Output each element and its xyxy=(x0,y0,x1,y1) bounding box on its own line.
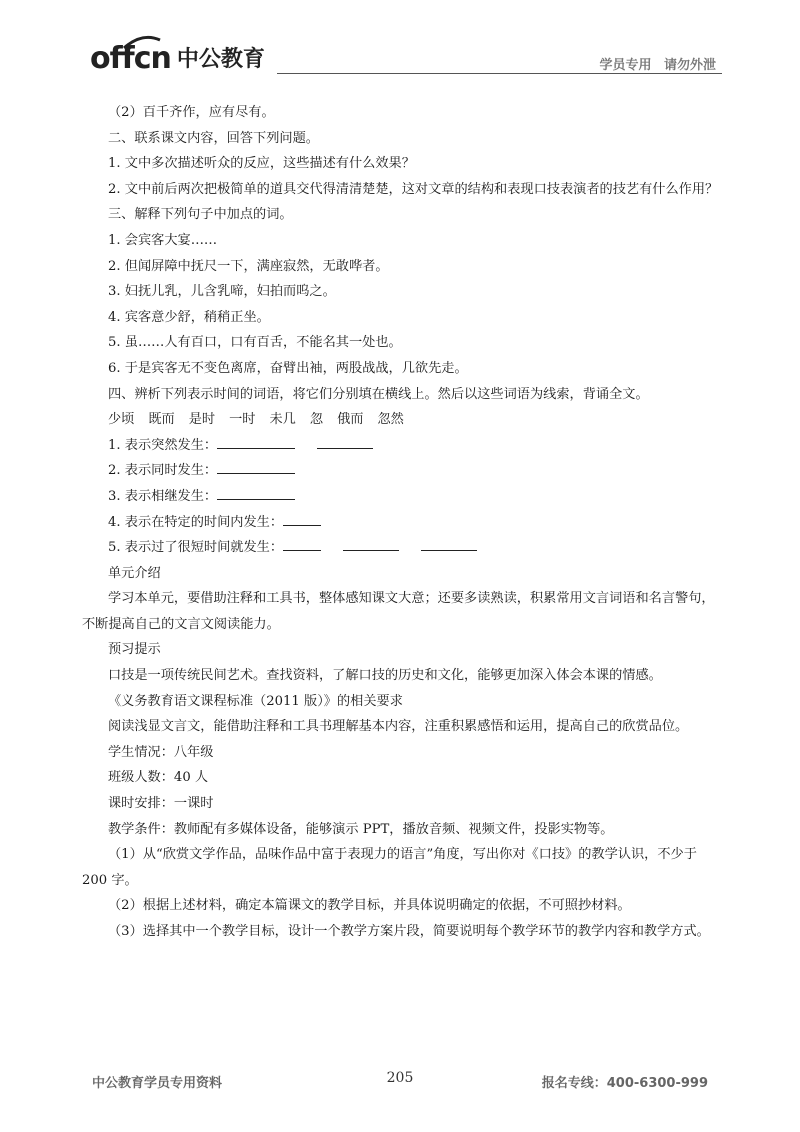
standard-title: 《义务教育语文课程标准（2011 版）》的相关要求 xyxy=(108,693,403,709)
text-line: （2）百千齐作，应有尽有。 xyxy=(108,105,275,120)
fill-label: 5. 表示过了很短时间就发生： xyxy=(108,540,284,556)
sentence-item: 5. 虽……人有百口，口有百舌，不能名其一处也。 xyxy=(108,335,402,351)
student-info: 学生情况：八年级 xyxy=(108,744,214,760)
sentence-item: 2. 但闻屏障中抚尺一下，满座寂然，无敢哗者。 xyxy=(108,258,389,274)
offcn-logo xyxy=(90,41,265,76)
schedule-info: 课时安排：一课时 xyxy=(108,796,214,812)
term: 是时 xyxy=(188,412,216,428)
preview-title: 预习提示 xyxy=(108,642,161,658)
teaching-conditions: 教学条件：教师配有多媒体设备，能够演示 PPT，播放音频、视频文件，投影实物等。 xyxy=(108,821,614,837)
class-size: 班级人数：40 人 xyxy=(108,770,209,786)
section-heading: 四、辨析下列表示时间的词语，将它们分别填在横线上。然后以这些词语为线索，背诵全文。 xyxy=(108,386,649,402)
question-item: 2. 文中前后两次把极简单的道具交代得清清楚楚，这对文章的结构和表现口技表演者的技艺有什么作用？ xyxy=(108,181,719,197)
task-item: （1）从“欣赏文学作品，品味作品中富于表现力的语言”角度，写出你对《口技》的教学认识，不少于 200 字。 xyxy=(82,847,697,888)
term: 俄而 xyxy=(337,412,364,428)
answer-blank[interactable] xyxy=(217,485,295,500)
term: 忽 xyxy=(309,412,324,428)
task-item: （2）根据上述材料，确定本篇课文的教学目标，并具体说明确定的依据，不可照抄材料。 xyxy=(108,898,631,914)
page-content xyxy=(82,100,722,945)
sentence-item: 3. 妇抚儿乳，儿含乳啼，妇拍而呜之。 xyxy=(108,284,336,300)
answer-blank[interactable] xyxy=(343,536,399,551)
fill-label: 3. 表示相继发生： xyxy=(108,488,218,504)
task-item: （3）选择其中一个教学目标，设计一个教学方案片段，简要说明每个教学环节的教学内容和教学方式。 xyxy=(108,924,710,939)
fill-item xyxy=(82,484,722,510)
logo-swoosh-icon xyxy=(122,34,162,50)
header-tag: 学员专用 请勿外泄 xyxy=(599,58,716,73)
fill-item xyxy=(82,535,722,561)
section-heading: 二、联系课文内容，回答下列问题。 xyxy=(108,130,319,146)
time-terms xyxy=(82,407,722,433)
term: 少顷 xyxy=(108,412,135,428)
fill-label: 2. 表示同时发生： xyxy=(108,463,218,479)
footer-note: 中公教育学员专用资料 xyxy=(92,1076,223,1091)
term: 忽然 xyxy=(377,412,404,428)
answer-blank[interactable] xyxy=(317,434,373,449)
term: 一时 xyxy=(229,412,256,428)
sentence-item: 1. 会宾客大宴…… xyxy=(108,232,218,248)
unit-text: 学习本单元，要借助注释和工具书，整体感知课文大意；还要多读熟读，积累常用文言词语和名言警句，不断提高自己的文言文阅读能力。 xyxy=(82,591,715,632)
section-heading: 三、解释下列句子中加点的词。 xyxy=(108,207,293,223)
answer-blank[interactable] xyxy=(421,536,477,551)
fill-item xyxy=(82,458,722,484)
sentence-item: 6. 于是宾客无不变色离席，奋臂出袖，两股战战，几欲先走。 xyxy=(108,360,468,376)
answer-blank[interactable] xyxy=(217,434,295,449)
answer-blank[interactable] xyxy=(217,459,295,474)
term: 既而 xyxy=(148,412,175,428)
header-divider xyxy=(277,73,722,74)
page-header xyxy=(82,40,722,82)
sentence-item: 4. 宾客意少舒，稍稍正坐。 xyxy=(108,309,270,325)
fill-item xyxy=(82,433,722,459)
answer-blank[interactable] xyxy=(283,511,321,526)
fill-label: 1. 表示突然发生： xyxy=(108,437,218,453)
footer-hotline: 报名专线：400-6300-999 xyxy=(541,1076,708,1091)
fill-label: 4. 表示在特定的时间内发生： xyxy=(108,514,284,530)
logo-wordmark: offcn xyxy=(90,41,171,76)
page-number: 205 xyxy=(386,1070,414,1086)
logo-chinese-name: 中公教育 xyxy=(176,47,265,72)
preview-text: 口技是一项传统民间艺术。查找资料，了解口技的历史和文化，能够更加深入体会本课的情感。 xyxy=(108,668,662,684)
fill-item xyxy=(82,510,722,536)
question-item: 1. 文中多次描述听众的反应，这些描述有什么效果？ xyxy=(108,156,415,172)
term: 未几 xyxy=(269,412,296,428)
answer-blank[interactable] xyxy=(283,536,321,551)
unit-title: 单元介绍 xyxy=(108,565,161,581)
standard-text: 阅读浅显文言文，能借助注释和工具书理解基本内容，注重积累感悟和运用，提高自己的欣赏品位。 xyxy=(108,719,689,735)
